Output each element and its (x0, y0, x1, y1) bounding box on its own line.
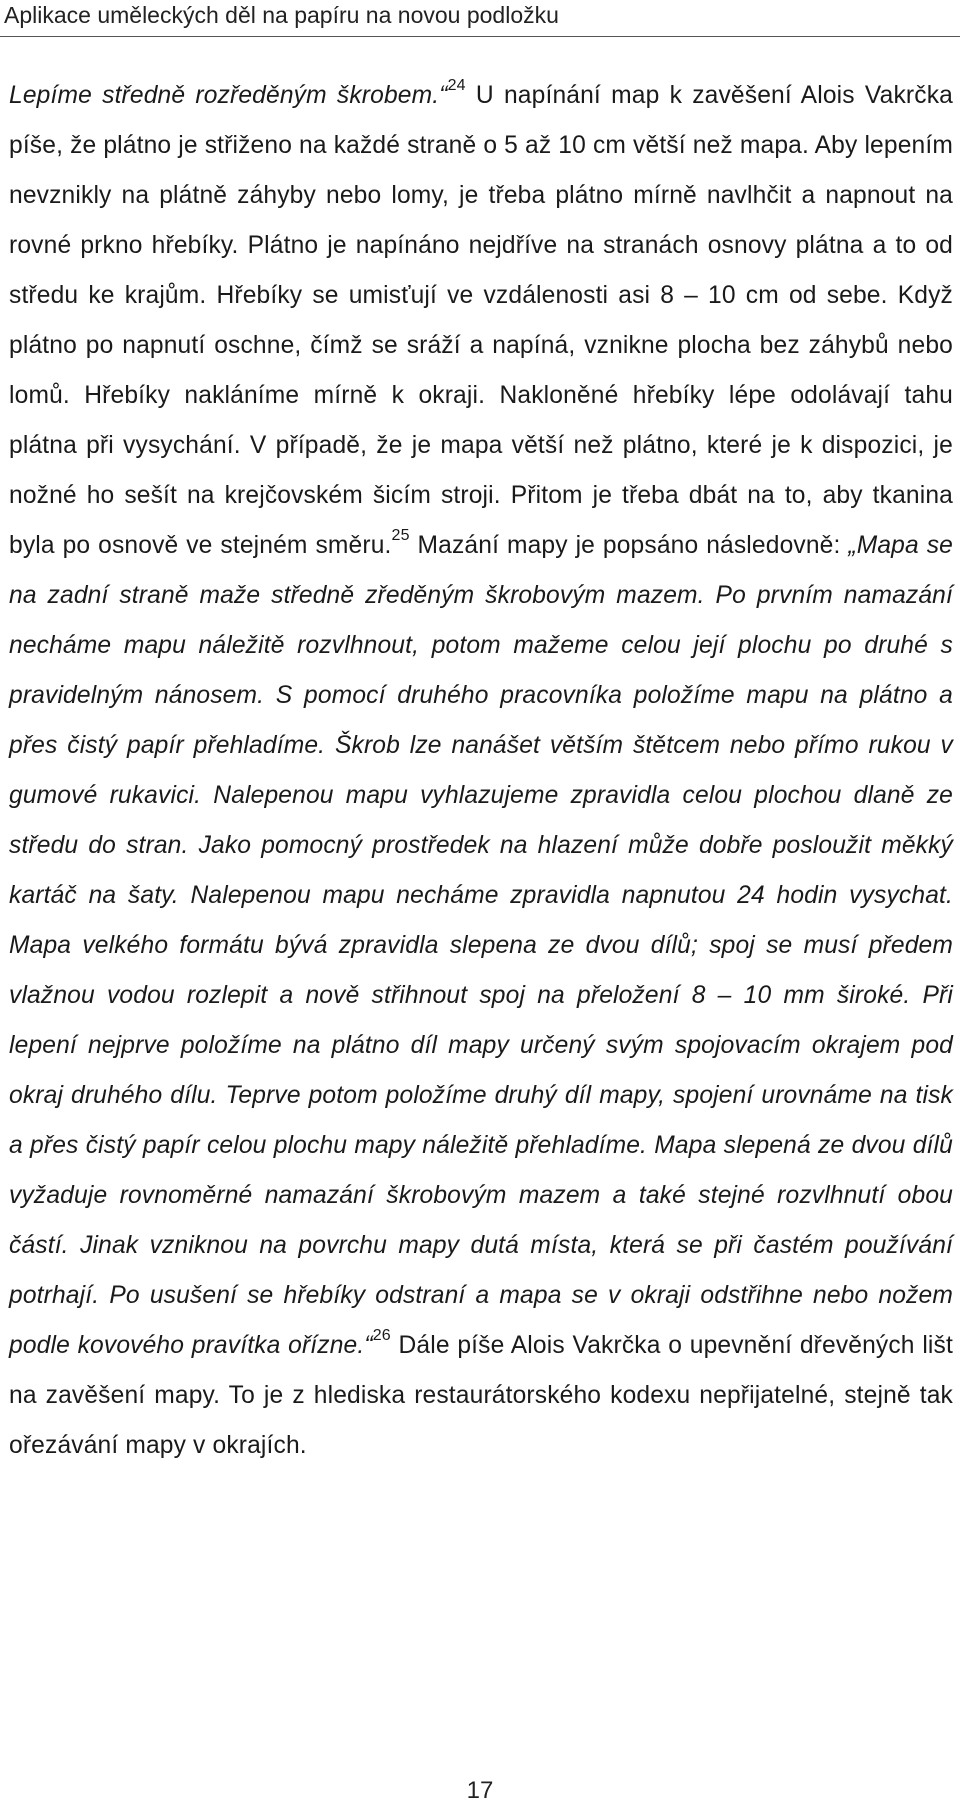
running-header-title: Aplikace uměleckých děl na papíru na novou podložku (4, 2, 559, 28)
footnote-ref-24[interactable]: 24 (447, 76, 466, 94)
body-paragraph (9, 71, 953, 1471)
running-header (0, 0, 960, 40)
page-number: 17 (466, 1777, 494, 1804)
header-divider (0, 36, 960, 37)
body-text-1: U napínání map k zavěšení Alois Vakrčka píše, že plátno je střiženo na každé straně o 5 až 10 cm větší než mapa. Aby lepením nevznikly na plátně záhyby nebo lomy, je třeba plátno mírně navlhčit a napnout na rovné prkno hřebíky. Plátno je napínáno nejdříve na stranách osnovy plátna a to od středu ke krajům. Hřebíky se umisťují ve vzdálenosti asi 8 – 10 cm od sebe. Když plátno po napnutí oschne, čímž se sráží a napíná, vznikne plocha bez záhybů nebo lomů. Hřebíky nakláníme mírně k okraji. Nakloněné hřebíky lépe odolávají tahu plátna při vysychání. V případě, že je mapa větší než plátno, které je k dispozici, je nožné ho sešít na krejčovském šicím stroji. Přitom je třeba dbát na to, aby tkanina byla po osnově ve stejném směru. (9, 82, 953, 559)
body-text-2: Mazání mapy je popsáno následovně: (409, 532, 849, 559)
quote-text-2: „Mapa se na zadní straně maže středně zředěným škrobovým mazem. Po prvním namazání necháme mapu náležitě rozvlhnout, potom mažeme celou její plochu po druhé s pravidelným nánosem. S pomocí druhého pracovníka položíme mapu na plátno a přes čistý papír přehladíme. Škrob lze nanášet větším štětcem nebo přímo rukou v gumové rukavici. Nalepenou mapu vyhlazujeme zpravidla celou plochou dlaně ze středu do stran. Jako pomocný prostředek na hlazení může dobře posloužit měkký kartáč na šaty. Nalepenou mapu necháme zpravidla napnutou 24 hodin vysychat. Mapa velkého formátu bývá zpravidla slepena ze dvou dílů; spoj se musí předem vlažnou vodou rozlepit a nově střihnout spoj na přeložení 8 – 10 mm široké. Při lepení nejprve položíme na plátno díl mapy určený svým spojovacím okrajem pod okraj druhého dílu. Teprve potom položíme druhý díl mapy, spojení urovnáme na tisk a přes čistý papír celou plochu mapy náležitě přehladíme. Mapa slepená ze dvou dílů vyžaduje rovnoměrné namazání škrobovým mazem a také stejné rozvlhnutí obou částí. Jinak vzniknou na povrchu mapy dutá místa, která se při častém používání potrhají. Po usušení se hřebíky odstraní a mapa se v okraji odstřihne nebo nožem podle kovového pravítka ořízne.“ (9, 532, 953, 1359)
footnote-ref-26[interactable]: 26 (372, 1326, 391, 1344)
footnote-ref-25[interactable]: 25 (391, 526, 410, 544)
quote-text-1: Lepíme středně rozředěným škrobem.“ (9, 82, 448, 109)
body-text-3: Dále píše Alois Vakrčka o upevnění dřevěných lišt na zavěšení mapy. To je z hlediska restaurátorského kodexu nepřijatelné, stejně tak ořezávání mapy v okrajích. (9, 1332, 953, 1459)
